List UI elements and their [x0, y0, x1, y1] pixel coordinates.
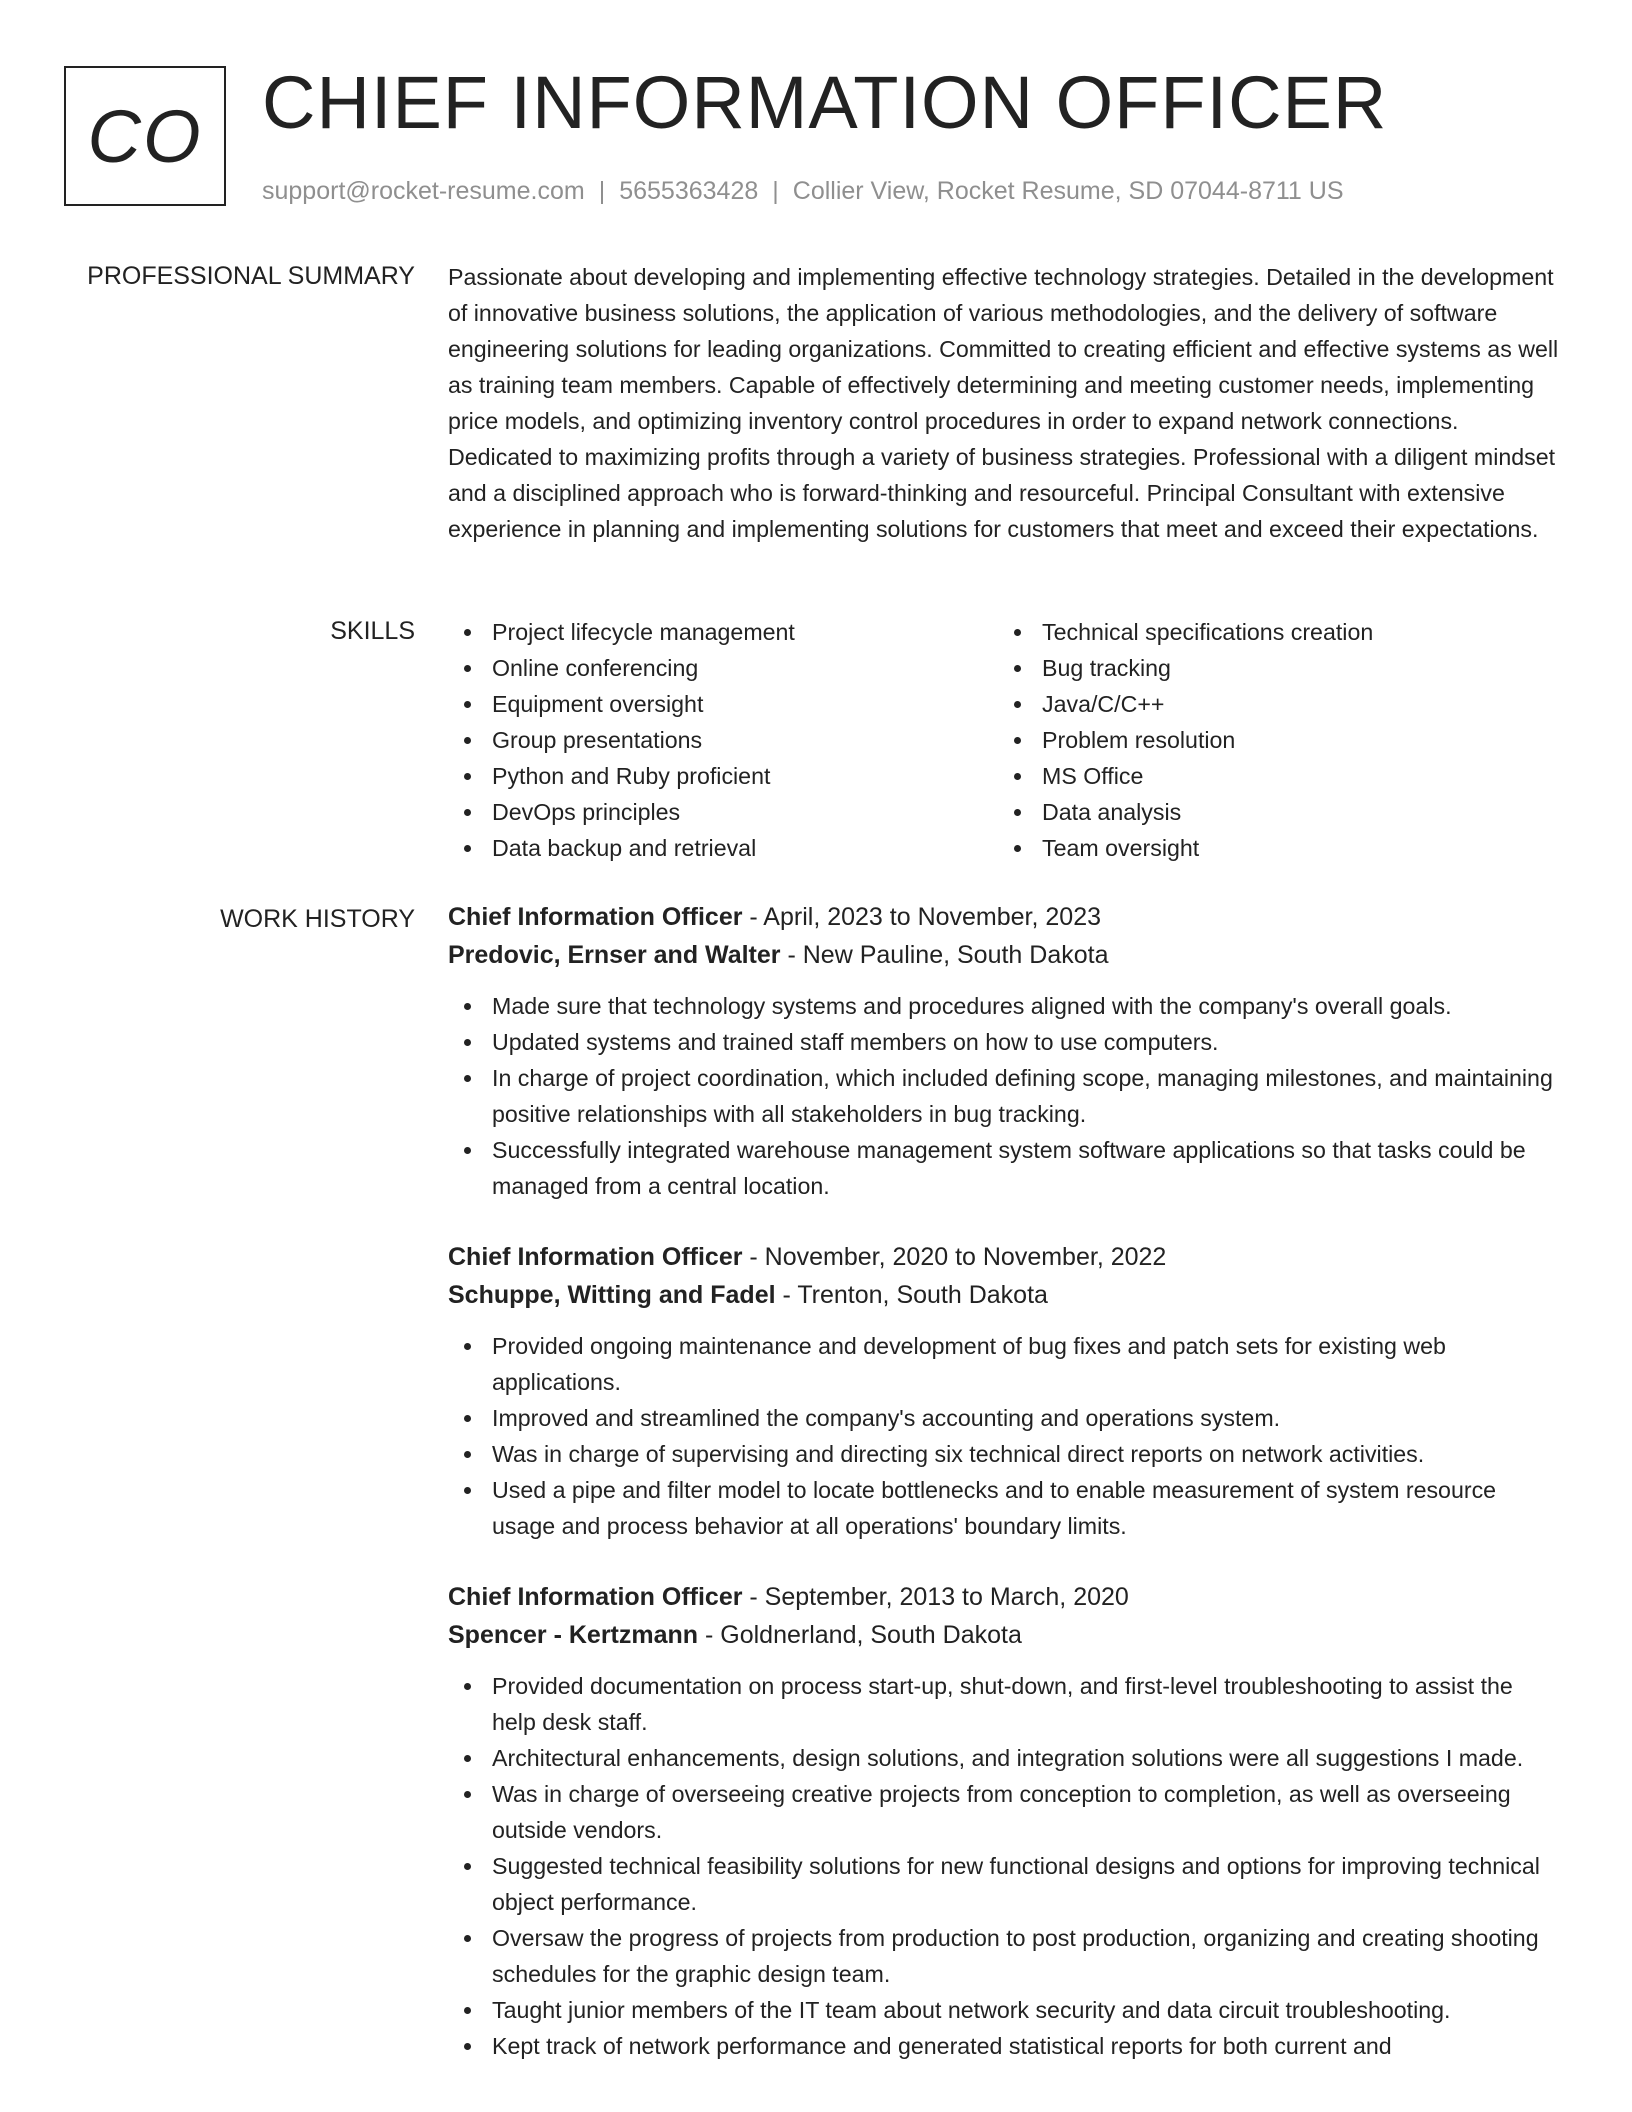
skill-item: Team oversight: [998, 830, 1558, 866]
section-heading-summary: PROFESSIONAL SUMMARY: [87, 262, 415, 290]
skills-list-left: [448, 614, 998, 866]
job-bullet: Improved and streamlined the company's accounting and operations system.: [448, 1400, 1560, 1436]
job-bullet: Was in charge of supervising and directing six technical direct reports on network activities.: [448, 1436, 1560, 1472]
skill-item: Data analysis: [998, 794, 1558, 830]
job-title-line: [448, 1578, 1560, 1616]
job-location: - New Pauline, South Dakota: [780, 941, 1109, 969]
section-heading-work-history: WORK HISTORY: [220, 905, 415, 933]
job-company: Predovic, Ernser and Walter: [448, 941, 781, 969]
job-bullet: Successfully integrated warehouse management system software applications so that tasks could be managed from a central location.: [448, 1132, 1560, 1204]
skill-item: Group presentations: [448, 722, 998, 758]
monogram-initials: CO: [87, 94, 203, 178]
job-bullet: Oversaw the progress of projects from production to post production, organizing and creating shooting schedules for the graphic design team.: [448, 1920, 1560, 1992]
job-title-line: [448, 1238, 1560, 1276]
job-dates: - April, 2023 to November, 2023: [742, 903, 1102, 931]
job-bullet: In charge of project coordination, which included defining scope, managing milestones, and maintaining positive relationships with all stakeholders in bug tracking.: [448, 1060, 1560, 1132]
skill-item: Bug tracking: [998, 650, 1558, 686]
job-bullet: Made sure that technology systems and procedures aligned with the company's overall goals.: [448, 988, 1560, 1024]
skill-item: Technical specifications creation: [998, 614, 1558, 650]
job-bullet: Architectural enhancements, design solutions, and integration solutions were all suggestions I made.: [448, 1740, 1560, 1776]
contact-address: Collier View, Rocket Resume, SD 07044-8711 US: [792, 177, 1344, 205]
skill-item: DevOps principles: [448, 794, 998, 830]
job-company: Spencer - Kertzmann: [448, 1621, 699, 1649]
job-title-line: [448, 898, 1560, 936]
work-history-body: [448, 898, 1560, 2098]
skill-item: Equipment oversight: [448, 686, 998, 722]
job-location: - Trenton, South Dakota: [775, 1281, 1048, 1309]
job-bullets: [448, 988, 1560, 1204]
contact-email[interactable]: support@rocket-resume.com: [262, 177, 585, 205]
job-company-line: [448, 936, 1560, 974]
job-bullet: Updated systems and trained staff members on how to use computers.: [448, 1024, 1560, 1060]
skill-item: Problem resolution: [998, 722, 1558, 758]
contact-separator: |: [598, 177, 606, 205]
page-title: CHIEF INFORMATION OFFICER: [262, 61, 1388, 144]
job-bullet: Kept track of network performance and generated statistical reports for both current and: [448, 2028, 1560, 2064]
job-dates: - November, 2020 to November, 2022: [742, 1243, 1167, 1271]
job-title: Chief Information Officer: [448, 1243, 743, 1271]
job-dates: - September, 2013 to March, 2020: [742, 1583, 1129, 1611]
skills-list-right: [998, 614, 1558, 866]
job-bullet: Used a pipe and filter model to locate bottlenecks and to enable measurement of system resource usage and process behavior at all operations' boundary limits.: [448, 1472, 1560, 1544]
skills-body: [448, 614, 1560, 866]
contact-phone[interactable]: 5655363428: [619, 177, 759, 205]
skill-item: MS Office: [998, 758, 1558, 794]
summary-text: Passionate about developing and implementing effective technology strategies. Detailed in the development of innovative business solutions, the application of various methodologies, and the delivery of software engineering solutions for leading organizations. Committed to creating efficient and effective systems as well as training team members. Capable of effectively determining and meeting customer needs, implementing price models, and optimizing inventory control procedures in order to expand network connections. Dedicated to maximizing profits through a variety of business strategies. Professional with a diligent mindset and a disciplined approach who is forward-thinking and resourceful. Principal Consultant with extensive experience in planning and implementing solutions for customers that meet and exceed their expectations.: [448, 264, 1559, 542]
summary-body: [448, 259, 1560, 547]
job-entry: [448, 898, 1560, 1204]
job-title: Chief Information Officer: [448, 903, 743, 931]
job-bullet: Provided documentation on process start-up, shut-down, and first-level troubleshooting to assist the help desk staff.: [448, 1668, 1560, 1740]
skill-item: Project lifecycle management: [448, 614, 998, 650]
job-bullet: Suggested technical feasibility solutions for new functional designs and options for improving technical object performance.: [448, 1848, 1560, 1920]
contact-line: [262, 174, 1344, 208]
job-entry: [448, 1238, 1560, 1544]
job-entry: [448, 1578, 1560, 2064]
monogram-box: [64, 66, 226, 206]
skill-item: Java/C/C++: [998, 686, 1558, 722]
job-bullet: Provided ongoing maintenance and development of bug fixes and patch sets for existing web applications.: [448, 1328, 1560, 1400]
job-location: - Goldnerland, South Dakota: [698, 1621, 1022, 1649]
job-bullet: Taught junior members of the IT team about network security and data circuit troubleshooting.: [448, 1992, 1560, 2028]
job-title: Chief Information Officer: [448, 1583, 743, 1611]
job-bullet: Was in charge of overseeing creative projects from conception to completion, as well as overseeing outside vendors.: [448, 1776, 1560, 1848]
contact-separator: |: [772, 177, 779, 205]
job-company: Schuppe, Witting and Fadel: [448, 1281, 776, 1309]
job-bullets: [448, 1328, 1560, 1544]
job-company-line: [448, 1616, 1560, 1654]
skill-item: Python and Ruby proficient: [448, 758, 998, 794]
job-company-line: [448, 1276, 1560, 1314]
skill-item: Online conferencing: [448, 650, 998, 686]
section-heading-skills: SKILLS: [330, 617, 415, 645]
job-bullets: [448, 1668, 1560, 2064]
skill-item: Data backup and retrieval: [448, 830, 998, 866]
